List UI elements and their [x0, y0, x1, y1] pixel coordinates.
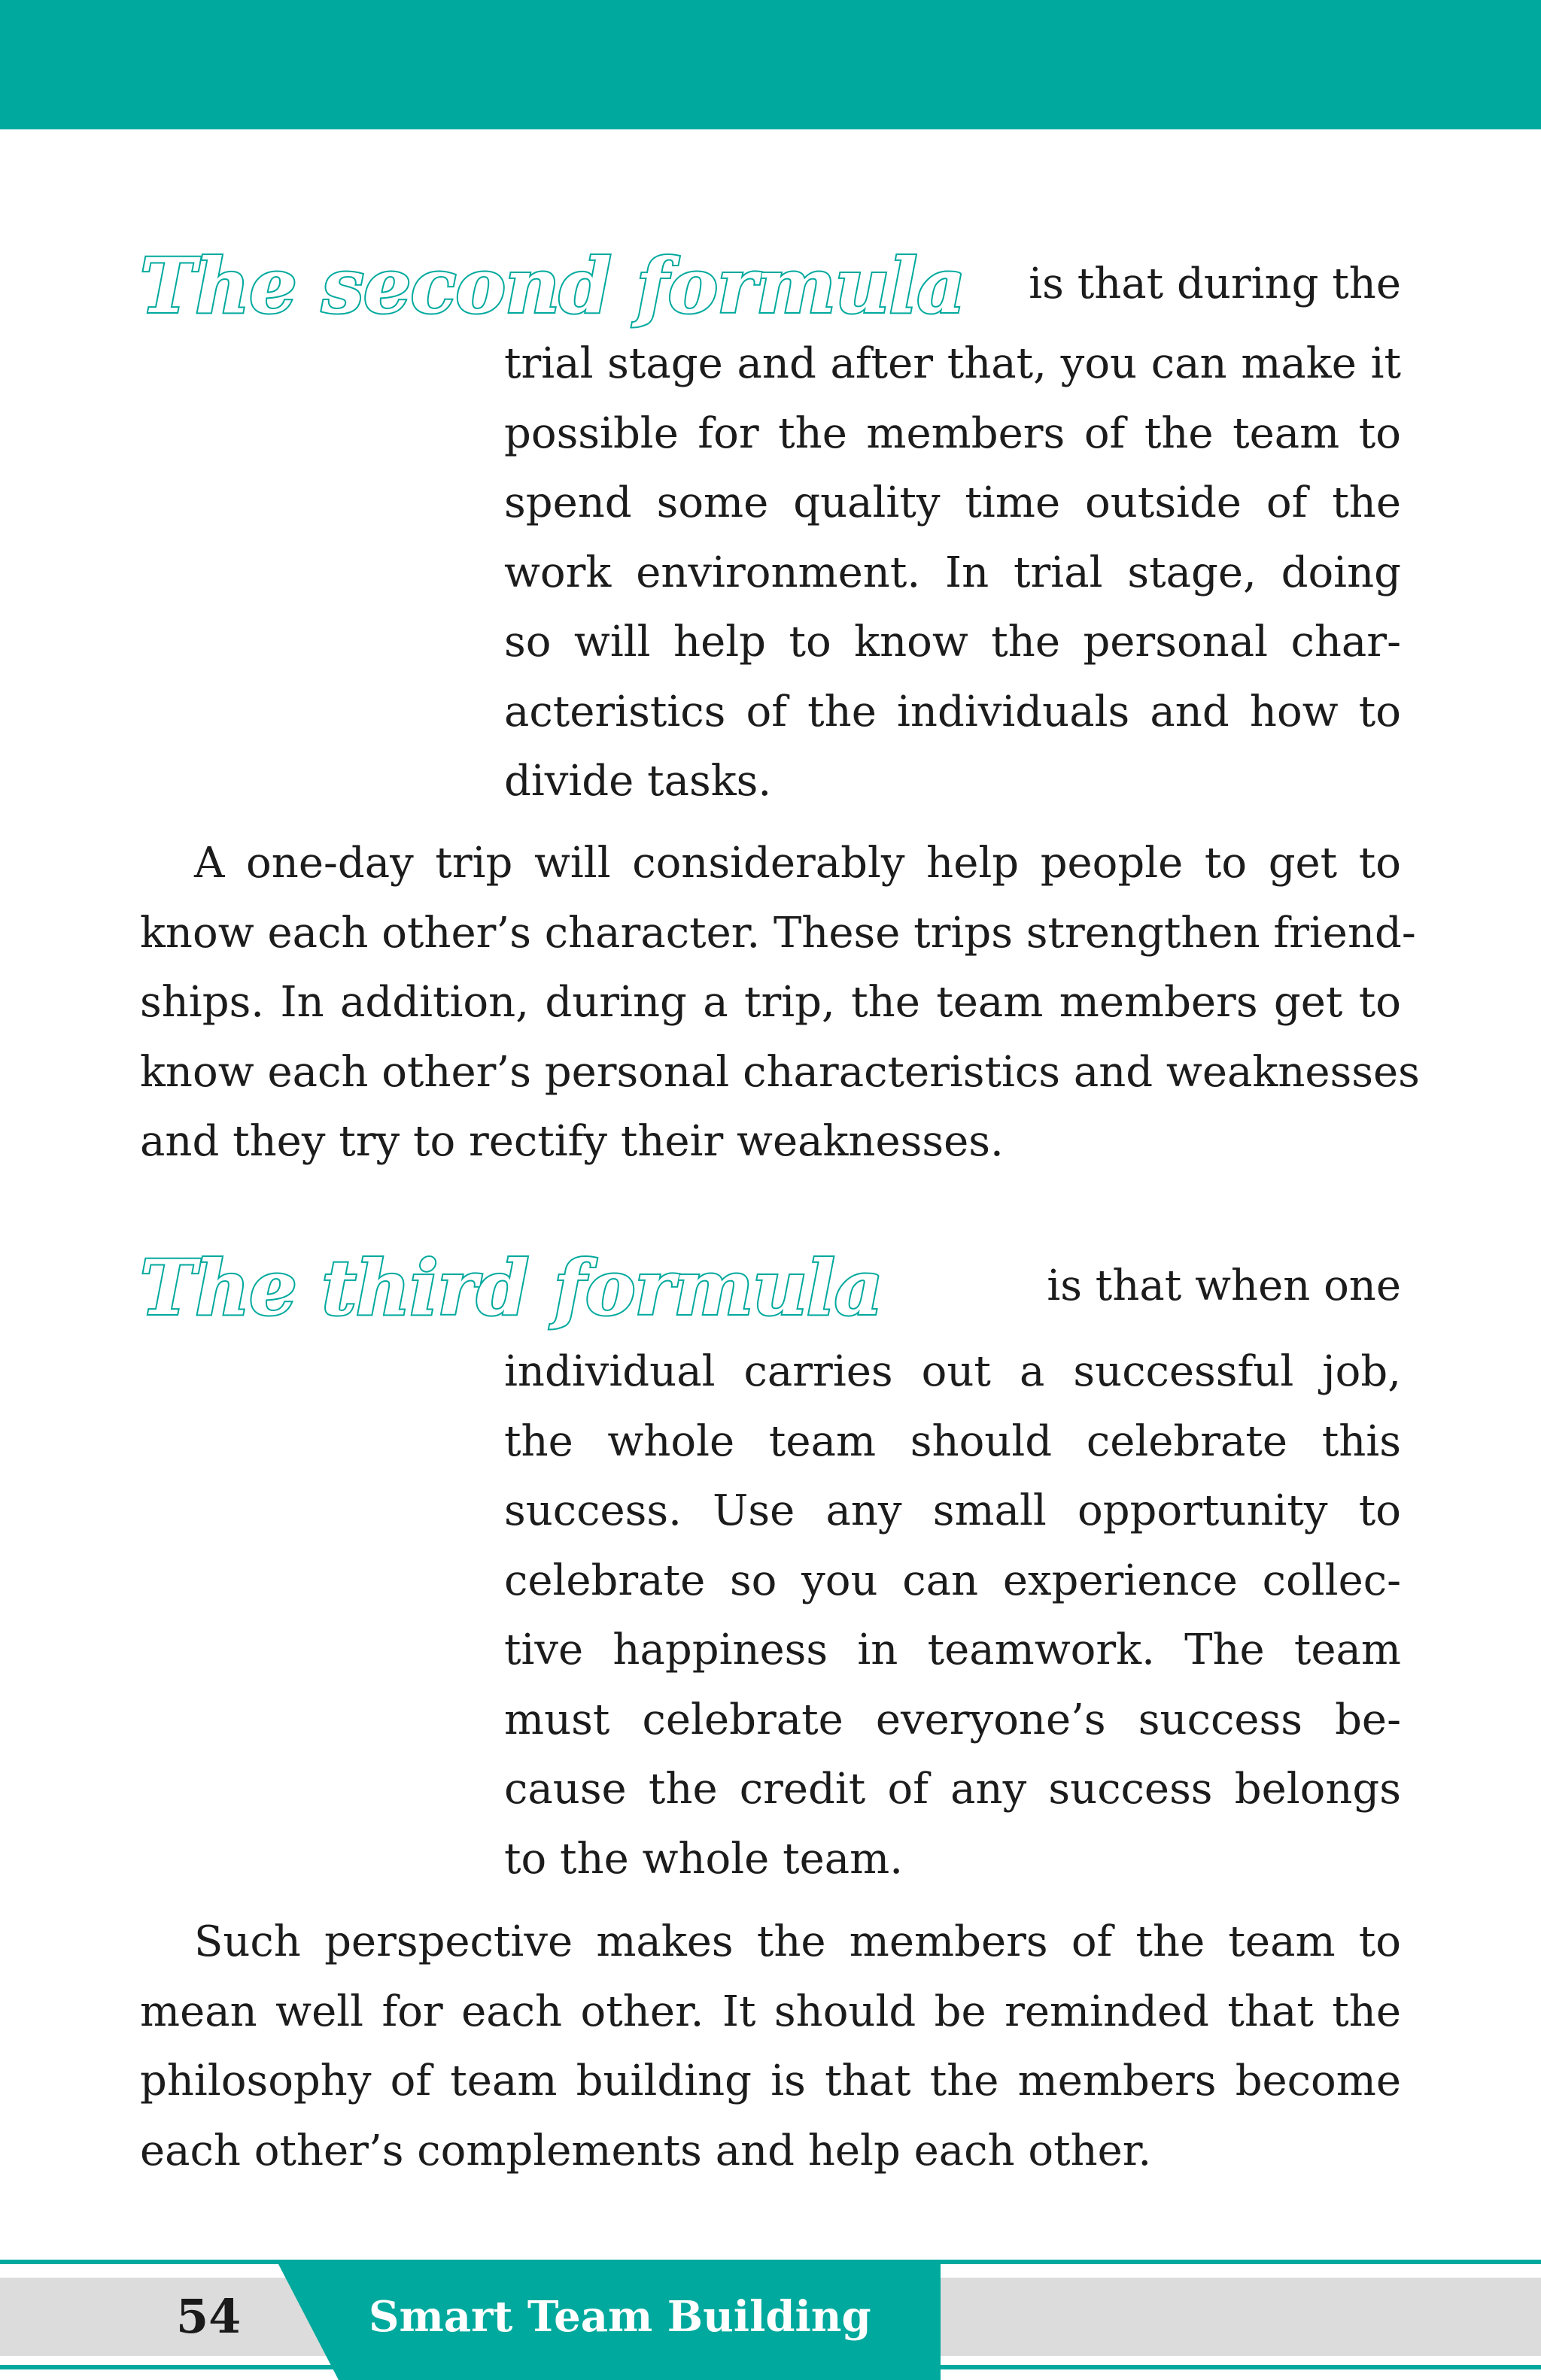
paragraph-one-day-trip: [140, 829, 1420, 1177]
text-line: know each other’s personal characteristics and weaknesses: [140, 1047, 1420, 1097]
text-line: ships. In addition, during a trip, the team members get to: [140, 978, 1401, 1027]
text-line: possible for the members of the team to: [504, 408, 1401, 458]
text-line: acteristics of the individuals and how to: [504, 687, 1401, 736]
text-line: so will help to know the personal char-: [504, 618, 1401, 666]
text-line: individual carries out a successful job,: [504, 1347, 1401, 1396]
page-footer: [0, 2260, 1541, 2380]
paragraph-such-perspective: [140, 1908, 1401, 2186]
text-line: and they try to rectify their weaknesses.: [140, 1117, 1004, 1166]
third-formula-lead: is that when one: [1047, 1261, 1401, 1310]
text-line: mean well for each other. It should be reminded that the: [140, 1987, 1401, 2036]
text-line: A one-day trip will considerably help people to get to: [194, 839, 1401, 888]
text-line: celebrate so you can experience collec-: [504, 1556, 1401, 1605]
text-line: work environment. In trial stage, doing: [504, 548, 1401, 597]
text-line: philosophy of team building is that the members become: [140, 2057, 1401, 2105]
running-title: Smart Team Building: [369, 2292, 871, 2342]
second-formula-title: The second formula: [140, 241, 965, 330]
third-formula-body: [504, 1337, 1401, 1894]
text-line: spend some quality time outside of the: [504, 478, 1401, 527]
text-line: success. Use any small opportunity to: [504, 1486, 1401, 1535]
text-line: must celebrate everyone’s success be-: [504, 1695, 1401, 1744]
text-line: trial stage and after that, you can make it: [504, 339, 1401, 388]
footer-rule-top: [0, 2260, 1541, 2264]
text-line: the whole team should celebrate this: [504, 1416, 1401, 1466]
third-formula-title: The third formula: [140, 1243, 883, 1332]
text-line: Such perspective makes the members of the team to: [194, 1917, 1401, 1966]
second-formula-lead: is that during the: [1029, 260, 1401, 308]
section-second-formula-heading: [140, 241, 1401, 331]
section-third-formula-heading: [140, 1243, 1401, 1333]
second-formula-body: [504, 329, 1401, 817]
text-line: divide tasks.: [504, 757, 772, 806]
text-line: to the whole team.: [504, 1834, 904, 1884]
page-number: 54: [176, 2289, 242, 2344]
text-line: each other’s complements and help each other.: [140, 2126, 1152, 2175]
text-line: cause the credit of any success belongs: [504, 1765, 1401, 1814]
text-line: know each other’s character. These trips strengthen friend-: [140, 908, 1416, 958]
text-line: tive happiness in teamwork. The team: [504, 1626, 1401, 1674]
header-band: [0, 0, 1541, 129]
